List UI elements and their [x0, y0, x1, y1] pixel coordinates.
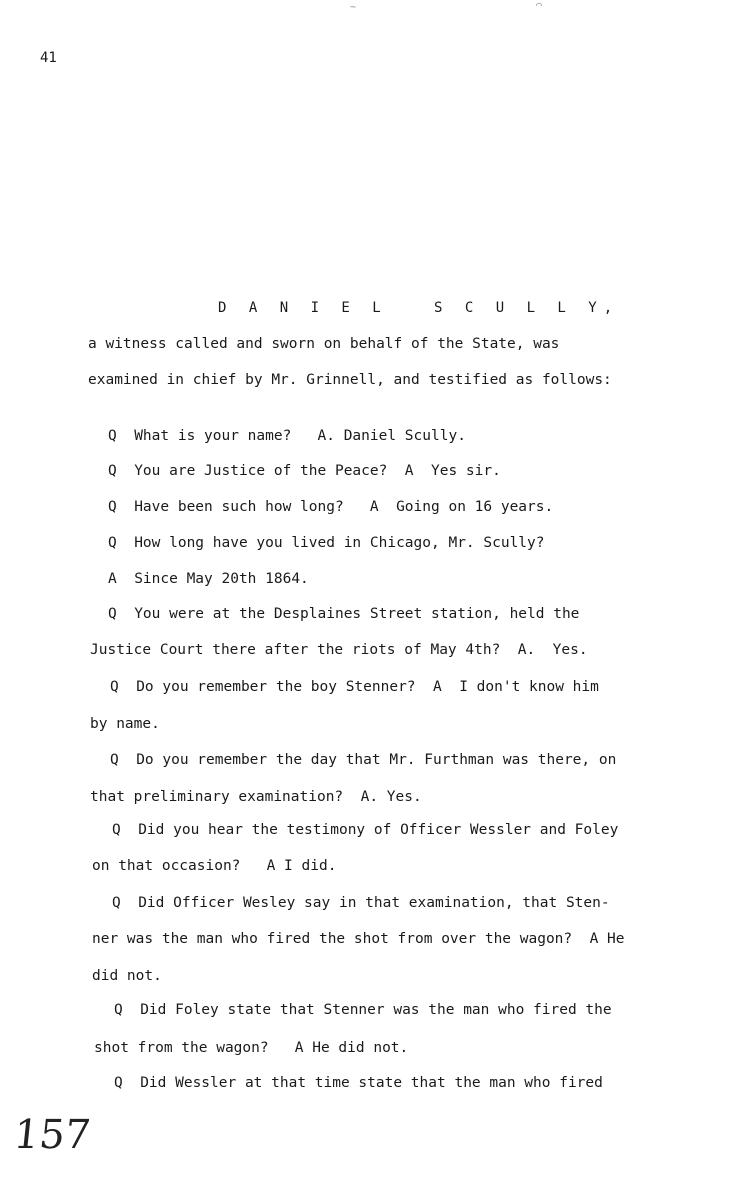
testimony-line: Q Do you remember the boy Stenner? A I don't know him [110, 679, 599, 695]
testimony-line: that preliminary examination? A. Yes. [90, 789, 422, 805]
testimony-line: Q Did Wessler at that time state that the man who fired [114, 1075, 603, 1091]
testimony-line: did not. [92, 968, 162, 984]
testimony-line: Q Did Foley state that Stenner was the man who fired the [114, 1002, 612, 1018]
witness-name-heading: D A N I E L S C U L L Y, [218, 300, 620, 316]
intro-line: examined in chief by Mr. Grinnell, and testified as follows: [88, 372, 612, 388]
testimony-line: shot from the wagon? A He did not. [94, 1040, 409, 1056]
testimony-line: A Since May 20th 1864. [108, 571, 309, 587]
testimony-line: Q How long have you lived in Chicago, Mr. Scully? [108, 535, 545, 551]
testimony-line: on that occasion? A I did. [92, 858, 337, 874]
page-number: 41 [40, 50, 57, 66]
testimony-line: Q Do you remember the day that Mr. Furthman was there, on [110, 752, 617, 768]
scan-speck: ⌒ [536, 0, 543, 11]
testimony-line: ner was the man who fired the shot from over the wagon? A He [92, 931, 625, 947]
handwritten-page-number: 157 [11, 1112, 93, 1158]
testimony-line: Q What is your name? A. Daniel Scully. [108, 428, 466, 444]
intro-line: a witness called and sworn on behalf of the State, was [88, 336, 560, 352]
testimony-line: Q You are Justice of the Peace? A Yes sir. [108, 463, 501, 479]
testimony-line: by name. [90, 716, 160, 732]
testimony-line: Q Did Officer Wesley say in that examination, that Sten- [112, 895, 610, 911]
testimony-line: Q Have been such how long? A Going on 16 years. [108, 499, 554, 515]
scan-speck: ~ [350, 2, 357, 13]
testimony-line: Justice Court there after the riots of May 4th? A. Yes. [90, 642, 588, 658]
testimony-line: Q You were at the Desplaines Street station, held the [108, 606, 580, 622]
testimony-line: Q Did you hear the testimony of Officer Wessler and Foley [112, 822, 619, 838]
